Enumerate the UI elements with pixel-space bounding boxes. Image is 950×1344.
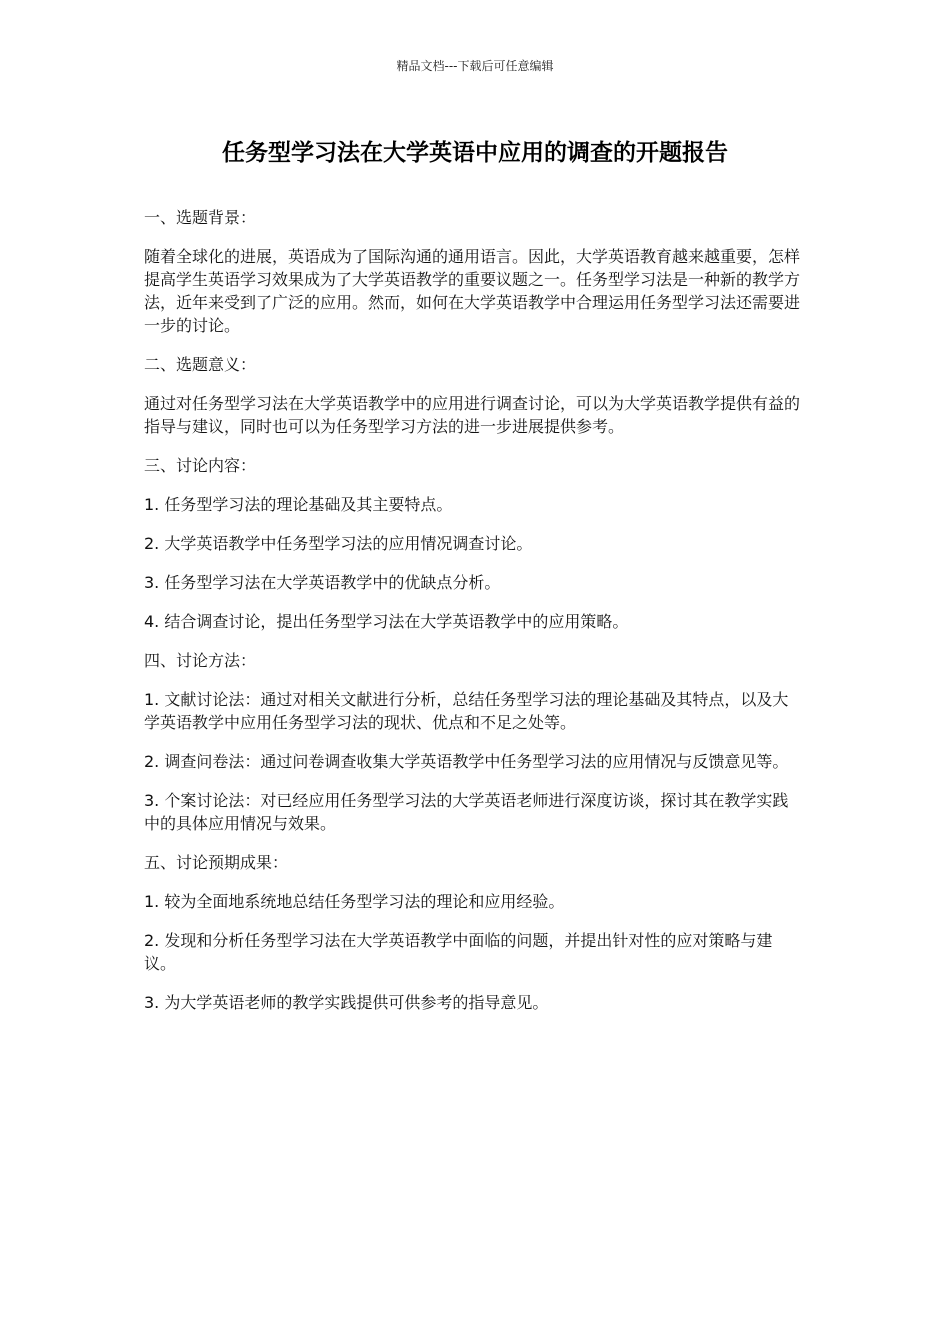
- content-item: 2. 大学英语教学中任务型学习法的应用情况调查讨论。: [144, 534, 533, 553]
- section-heading-outcomes: 五、讨论预期成果：: [144, 853, 289, 872]
- document-title: 任务型学习法在大学英语中应用的调查的开题报告: [222, 140, 728, 166]
- method-item: 3. 个案讨论法：对已经应用任务型学习法的大学英语老师进行深度访谈，探讨其在教学实践中的具体应用情况与效果。: [144, 791, 789, 833]
- content-item: 4. 结合调查讨论，提出任务型学习法在大学英语教学中的应用策略。: [144, 612, 629, 631]
- section-heading-content: 三、讨论内容：: [144, 456, 257, 475]
- outcome-item: 2. 发现和分析任务型学习法在大学英语教学中面临的问题，并提出针对性的应对策略与建议。: [144, 931, 773, 973]
- significance-paragraph: 通过对任务型学习法在大学英语教学中的应用进行调查讨论，可以为大学英语教学提供有益的指导与建议，同时也可以为任务型学习方法的进一步进展提供参考。: [144, 394, 801, 436]
- document-body: [144, 206, 802, 1030]
- content-item: 3. 任务型学习法在大学英语教学中的优缺点分析。: [144, 573, 501, 592]
- outcome-item: 1. 较为全面地系统地总结任务型学习法的理论和应用经验。: [144, 892, 565, 911]
- method-item: 1. 文献讨论法：通过对相关文献进行分析，总结任务型学习法的理论基础及其特点，以及大学英语教学中应用任务型学习法的现状、优点和不足之处等。: [144, 690, 789, 732]
- page-header: 精品文档---下载后可任意编辑: [396, 59, 554, 73]
- method-item: 2. 调查问卷法：通过问卷调查收集大学英语教学中任务型学习法的应用情况与反馈意见等。: [144, 752, 789, 771]
- section-heading-methods: 四、讨论方法：: [144, 651, 257, 670]
- content-item: 1. 任务型学习法的理论基础及其主要特点。: [144, 495, 453, 514]
- outcome-item: 3. 为大学英语老师的教学实践提供可供参考的指导意见。: [144, 993, 549, 1012]
- section-heading-background: 一、选题背景：: [144, 208, 257, 227]
- section-heading-significance: 二、选题意义：: [144, 355, 257, 374]
- background-paragraph: 随着全球化的进展，英语成为了国际沟通的通用语言。因此，大学英语教育越来越重要，怎样提高学生英语学习效果成为了大学英语教学的重要议题之一。任务型学习法是一种新的教学方法，近年来受到了广泛的应用。然而，如何在大学英语教学中合理运用任务型学习法还需要进一步的讨论。: [144, 247, 801, 335]
